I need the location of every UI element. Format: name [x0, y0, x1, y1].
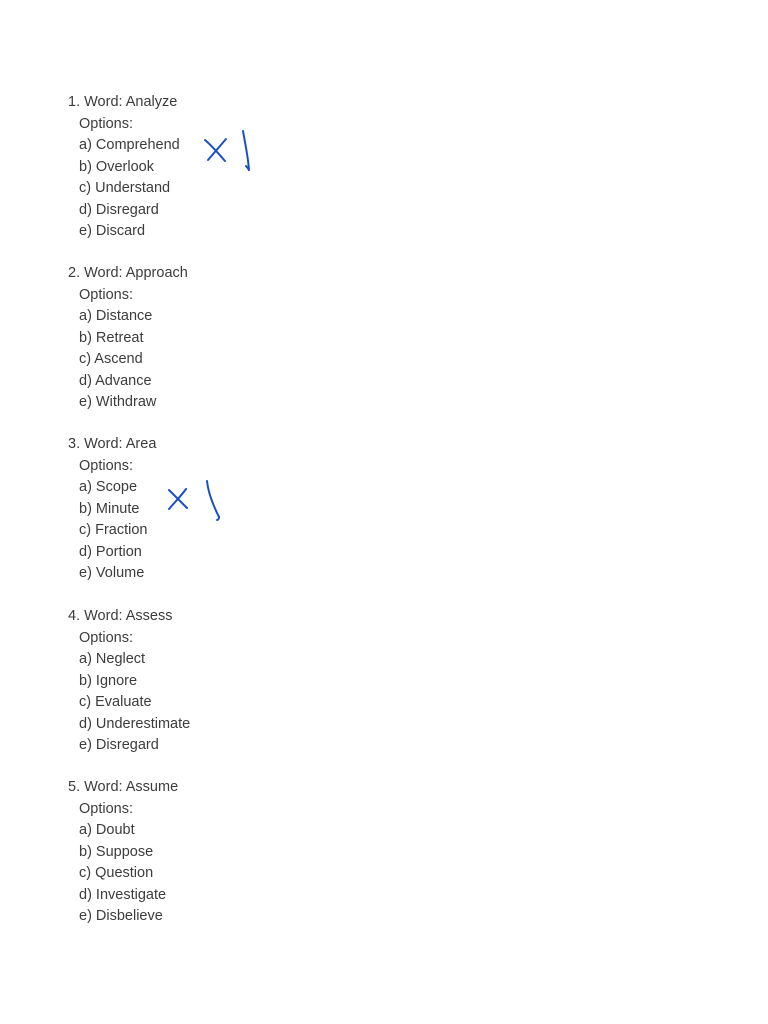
- handwritten-x-mark-icon: [200, 134, 234, 166]
- option-e: e) Discard: [79, 223, 146, 239]
- option-b: b) Ignore: [79, 672, 138, 689]
- options-label: Options:: [79, 457, 133, 474]
- option-a: a) Doubt: [79, 822, 135, 838]
- option-d: d) Portion: [79, 543, 142, 560]
- options-label: Options:: [79, 800, 133, 817]
- handwritten-x-mark-icon: [164, 486, 194, 514]
- question-title: 3. Word: Area: [68, 436, 157, 452]
- options-label: Options:: [79, 286, 133, 303]
- option-e: e) Disbelieve: [79, 908, 163, 924]
- question-5: [68, 777, 178, 928]
- option-b: b) Suppose: [79, 843, 154, 860]
- question-3: [68, 434, 156, 585]
- option-e: e) Withdraw: [79, 394, 157, 410]
- option-b: b) Overlook: [79, 158, 154, 175]
- question-1: [68, 92, 180, 243]
- option-c: c) Understand: [79, 180, 171, 196]
- options-label: Options:: [79, 115, 133, 132]
- option-d: d) Investigate: [79, 886, 167, 903]
- option-b: b) Retreat: [79, 329, 144, 346]
- options-label: Options:: [79, 629, 133, 646]
- option-d: d) Underestimate: [79, 715, 191, 732]
- option-a: a) Neglect: [79, 651, 146, 667]
- question-2: [68, 263, 188, 414]
- question-title: 4. Word: Assess: [68, 608, 173, 624]
- option-c: c) Ascend: [79, 351, 143, 367]
- handwritten-check-mark-icon: [236, 128, 256, 176]
- question-4: [68, 606, 190, 757]
- option-e: e) Volume: [79, 565, 145, 581]
- option-d: d) Disregard: [79, 201, 159, 218]
- handwritten-check-mark-icon: [199, 477, 227, 525]
- option-c: c) Fraction: [79, 522, 148, 538]
- option-a: a) Scope: [79, 479, 138, 495]
- question-title: 2. Word: Approach: [68, 265, 188, 281]
- option-a: a) Comprehend: [79, 137, 180, 153]
- option-c: c) Question: [79, 865, 154, 881]
- question-title: 5. Word: Assume: [68, 779, 179, 795]
- option-b: b) Minute: [79, 500, 140, 517]
- option-d: d) Advance: [79, 372, 152, 389]
- option-a: a) Distance: [79, 308, 153, 324]
- option-e: e) Disregard: [79, 737, 159, 753]
- option-c: c) Evaluate: [79, 694, 152, 710]
- question-title: 1. Word: Analyze: [68, 94, 178, 110]
